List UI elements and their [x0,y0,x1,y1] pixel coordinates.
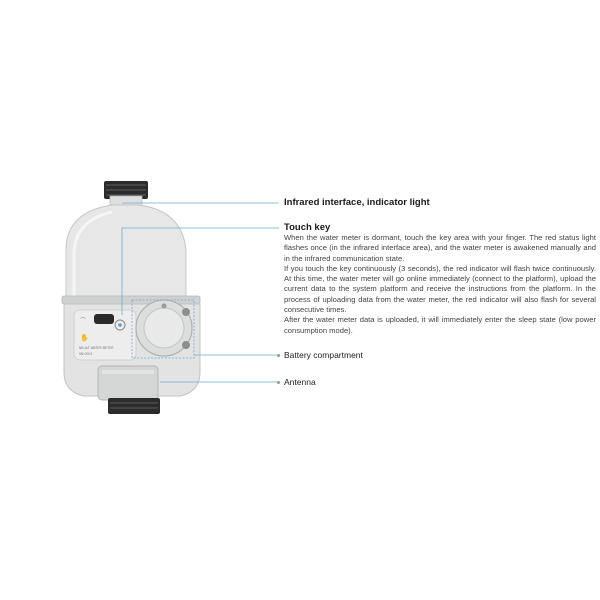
battery-callout-label: Battery compartment [284,350,363,360]
bottom-threaded-connector [108,398,160,414]
battery-bullet [277,354,280,357]
svg-text:✋: ✋ [80,334,89,342]
touch-key-paragraph: If you touch the key continuously (3 seconds), the red indicator will flash twice continuously. At this time, the water meter will go online immediately (connect to the platform), upload the current data to the system platform and receive the instructions from the platform. In the process of uploading data from the water meter, the red indicator will also flash for several consecutive times. [284,263,596,315]
touch-key-description [284,233,596,336]
panel-text-1: NB-IoT WATER METER [79,346,114,350]
panel-text-2: SN:0001 [79,352,93,356]
touch-key-paragraph: When the water meter is dormant, touch the key area with your finger. The red status light flashes once (in the infrared interface area), and the water meter is awakened manually and in the infrared communication state. [284,233,596,263]
infrared-window [94,314,114,324]
meter-upper-body [66,205,186,300]
touch-key-callout-title: Touch key [284,222,331,233]
infrared-callout-title: Infrared interface, indicator light [284,197,430,208]
svg-text:⌒: ⌒ [80,318,87,325]
antenna-callout-label: Antenna [284,377,316,387]
battery-compartment [136,300,192,356]
antenna-bullet [277,381,280,384]
touch-key-paragraph: After the water meter data is uploaded, it will immediately enter the sleep state (low power consumption mode). [284,315,596,335]
